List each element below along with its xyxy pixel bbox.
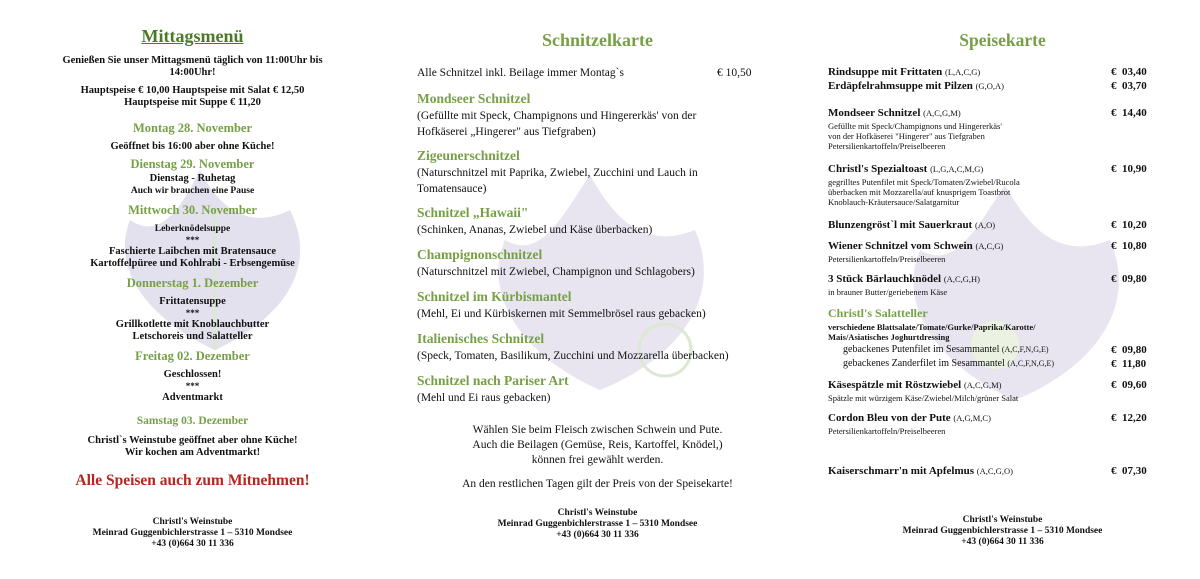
dish-price: € 09,80 bbox=[1111, 273, 1147, 285]
schnitzel-item-desc: Hofkäserei „Hingerer" aus Tiefgraben) bbox=[417, 126, 596, 138]
schnitzel-item-name: Champignonschnitzel bbox=[417, 247, 543, 262]
dish-desc: Petersilienkartoffeln/Preiselbeeren bbox=[828, 426, 946, 436]
monday-offer-text: Alle Schnitzel inkl. Beilage immer Montag`s bbox=[417, 67, 624, 79]
dish-name bbox=[828, 379, 1002, 391]
dish-desc: Petersilienkartoffeln/Preiselbeeren bbox=[828, 254, 946, 264]
lunch-day-line: Auch wir brauchen eine Pause bbox=[130, 186, 255, 196]
lunch-day-line: Kartoffelpüree und Kohlrabi - Erbsengemüse bbox=[90, 258, 295, 269]
footer-address-block bbox=[0, 517, 385, 550]
schnitzel-item-desc: (Naturschnitzel mit Paprika, Zwiebel, Zucchini und Lauch in bbox=[417, 167, 698, 179]
schnitzel-item-desc: (Mehl, Ei und Kürbiskernen mit Semmelbrösel raus gebacken) bbox=[417, 308, 706, 320]
dish-label: Rindsuppe mit Frittaten bbox=[828, 66, 943, 78]
dish-price: € 10,90 bbox=[1111, 163, 1147, 175]
dish-name bbox=[828, 465, 1013, 477]
schnitzel-item-name: Mondseer Schnitzel bbox=[417, 91, 531, 106]
lunch-day-heading: Freitag 02. Dezember bbox=[135, 349, 250, 363]
lunch-day-heading: Mittwoch 30. November bbox=[128, 203, 257, 217]
lunch-day-line: Geschlossen! bbox=[163, 369, 222, 380]
allergen-codes: (A,C,G,H) bbox=[943, 274, 980, 284]
allergen-codes: (L,G,A,C,M,G) bbox=[930, 164, 984, 174]
schnitzel-menu-panel bbox=[400, 0, 795, 579]
lunch-price-line: Hauptspeise € 10,00 Hauptspeise mit Salat € 12,50 bbox=[80, 85, 305, 96]
dish-price: € 14,40 bbox=[1111, 107, 1147, 119]
dish-label: Mondseer Schnitzel bbox=[828, 107, 921, 119]
dish-price: € 10,80 bbox=[1111, 240, 1147, 252]
allergen-codes: (A,O) bbox=[974, 220, 996, 230]
dish-desc: verschiedene Blattsalate/Tomate/Gurke/Paprika/Karotte/ bbox=[828, 322, 1036, 332]
dish-name bbox=[828, 80, 1004, 92]
dish-label: gebackenes Putenfilet im Sesammantel bbox=[843, 344, 1000, 355]
lunch-day-line: Christl`s Weinstube geöffnet aber ohne Küche! bbox=[87, 435, 298, 446]
salad-variant bbox=[843, 344, 1049, 355]
lunch-price-line: Hauptspeise mit Suppe € 11,20 bbox=[124, 97, 261, 108]
lunch-separator: *** bbox=[185, 381, 200, 391]
schnitzel-item-name: Schnitzel „Hawaii" bbox=[417, 205, 529, 220]
schnitzel-note: An den restlichen Tagen gilt der Preis von der Speisekarte! bbox=[462, 478, 733, 490]
lunch-day-heading: Donnerstag 1. Dezember bbox=[126, 276, 259, 290]
lunch-day-line: Letschoreis und Salatteller bbox=[132, 331, 253, 342]
dish-label: Christl's Spezialtoast bbox=[828, 163, 928, 175]
dish-desc: Gefüllte mit Speck/Champignons und Hingererkäs' bbox=[828, 121, 1002, 131]
allergen-codes: (A,C,F,N,G,E) bbox=[1007, 359, 1055, 368]
footer-name: Christl's Weinstube bbox=[152, 517, 233, 527]
footer-name: Christl's Weinstube bbox=[962, 515, 1043, 525]
dish-name bbox=[828, 219, 995, 231]
monday-offer-price: € 10,50 bbox=[717, 67, 752, 79]
footer-address: Meinrad Guggenbichlerstrasse 1 – 5310 Mondsee bbox=[497, 519, 698, 529]
lunch-menu-title: Mittagsmenü bbox=[141, 26, 244, 46]
dish-label: Blunzengröst`l mit Sauerkraut bbox=[828, 219, 973, 231]
footer-address: Meinrad Guggenbichlerstrasse 1 – 5310 Mondsee bbox=[902, 526, 1103, 536]
dish-name bbox=[828, 240, 1003, 252]
dish-label: gebackenes Zanderfilet im Sesammantel bbox=[843, 358, 1005, 369]
allergen-codes: (L,A,C,G) bbox=[945, 67, 981, 77]
schnitzel-item-desc: (Naturschnitzel mit Zwiebel, Champignon und Schlagobers) bbox=[417, 266, 695, 278]
lunch-separator: *** bbox=[185, 235, 200, 245]
footer-address-block bbox=[400, 508, 795, 541]
lunch-intro-line: Genießen Sie unser Mittagsmenü täglich von 11:00Uhr bis bbox=[62, 55, 323, 66]
lunch-day-heading: Samstag 03. Dezember bbox=[136, 415, 249, 427]
allergen-codes: (G,O,A) bbox=[975, 81, 1004, 91]
lunch-intro-line: 14:00Uhr! bbox=[169, 67, 216, 78]
lunch-separator: *** bbox=[185, 308, 200, 318]
main-menu-title: Speisekarte bbox=[959, 30, 1046, 50]
schnitzel-item-desc: (Mehl und Ei raus gebacken) bbox=[417, 392, 551, 404]
allergen-codes: (A,C,G) bbox=[975, 241, 1004, 251]
dish-label: Erdäpfelrahmsuppe mit Pilzen bbox=[828, 80, 973, 92]
schnitzel-note: Wählen Sie beim Fleisch zwischen Schwein und Pute. bbox=[472, 424, 723, 436]
dish-price: € 09,60 bbox=[1111, 379, 1147, 391]
lunch-day-line: Grillkotlette mit Knoblauchbutter bbox=[115, 319, 270, 330]
allergen-codes: (A,C,G,M) bbox=[963, 380, 1002, 390]
dish-desc: gegrilltes Putenfilet mit Speck/Tomaten/Zwiebel/Rucola bbox=[828, 177, 1020, 187]
lunch-day-line: Adventmarkt bbox=[162, 392, 223, 403]
dish-desc: Petersilienkartoffeln/Preiselbeeren bbox=[828, 141, 946, 151]
dish-name bbox=[828, 107, 961, 119]
dish-price: € 03,70 bbox=[1111, 80, 1147, 92]
footer-phone: +43 (0)664 30 11 336 bbox=[556, 530, 639, 540]
dish-price: € 03,40 bbox=[1111, 66, 1147, 78]
dish-price: € 10,20 bbox=[1111, 219, 1147, 231]
dish-price: € 07,30 bbox=[1111, 465, 1147, 477]
lunch-day-line: Frittatensuppe bbox=[159, 296, 226, 307]
lunch-day-line: Leberknödelsuppe bbox=[154, 224, 231, 234]
dish-price: € 09,80 bbox=[1111, 344, 1147, 356]
footer-phone: +43 (0)664 30 11 336 bbox=[151, 539, 234, 549]
dish-name bbox=[828, 273, 980, 285]
schnitzel-item-desc: Tomatensauce) bbox=[417, 183, 487, 195]
dish-name bbox=[828, 66, 980, 78]
footer-name: Christl's Weinstube bbox=[557, 508, 638, 518]
takeaway-notice: Alle Speisen auch zum Mitnehmen! bbox=[75, 472, 310, 489]
lunch-day-line: Faschierte Laibchen mit Bratensauce bbox=[108, 246, 277, 257]
allergen-codes: (A,C,F,N,G,E) bbox=[1001, 345, 1049, 354]
dish-label: 3 Stück Bärlauchknödel bbox=[828, 273, 942, 285]
footer-phone: +43 (0)664 30 11 336 bbox=[961, 537, 1044, 547]
footer-address-block bbox=[805, 515, 1200, 548]
dish-name: Christl's Salatteller bbox=[828, 306, 928, 320]
lunch-day-heading: Dienstag 29. November bbox=[130, 157, 255, 171]
lunch-day-line: Wir kochen am Adventmarkt! bbox=[124, 447, 261, 458]
dish-label: Kaiserschmarr'n mit Apfelmus bbox=[828, 465, 975, 477]
dish-desc: Spätzle mit würzigem Käse/Zwiebel/Milch/grüner Salat bbox=[828, 393, 1019, 403]
dish-price: € 12,20 bbox=[1111, 412, 1147, 424]
lunch-day-heading: Montag 28. November bbox=[132, 121, 253, 135]
schnitzel-item-desc: (Gefüllte mit Speck, Champignons und Hingererkäs' von der bbox=[417, 110, 697, 122]
lunch-day-line: Geöffnet bis 16:00 aber ohne Küche! bbox=[110, 141, 275, 152]
dish-label: Wiener Schnitzel vom Schwein bbox=[828, 240, 973, 252]
lunch-day-line: Dienstag - Ruhetag bbox=[149, 173, 236, 184]
allergen-codes: (A,C,G,O) bbox=[976, 466, 1013, 476]
schnitzel-item-desc: (Schinken, Ananas, Zwiebel und Käse überbacken) bbox=[417, 224, 653, 236]
dish-name bbox=[828, 163, 983, 175]
schnitzel-item-name: Zigeunerschnitzel bbox=[417, 148, 520, 163]
allergen-codes: (A,C,G,M) bbox=[923, 108, 961, 118]
dish-desc: von der Hofkäserei "Hingerer" aus Tiefgraben bbox=[828, 131, 985, 141]
main-menu-panel bbox=[805, 0, 1200, 579]
dish-name bbox=[828, 412, 991, 424]
dish-desc: in brauner Butter/geriebenem Käse bbox=[828, 287, 948, 297]
footer-address: Meinrad Guggenbichlerstrasse 1 – 5310 Mondsee bbox=[92, 528, 293, 538]
dish-label: Cordon Bleu von der Pute bbox=[828, 412, 951, 424]
allergen-codes: (A,G,M,C) bbox=[953, 413, 991, 423]
schnitzel-note: können frei gewählt werden. bbox=[531, 454, 664, 466]
schnitzel-item-name: Schnitzel nach Pariser Art bbox=[417, 373, 569, 388]
dish-desc: Knoblauch-Kräutersauce/Salatgarnitur bbox=[828, 197, 960, 207]
dish-desc: Mais/Asiatisches Joghurtdressing bbox=[828, 332, 950, 342]
salad-variant bbox=[843, 358, 1054, 369]
lunch-menu-panel bbox=[0, 0, 385, 579]
dish-desc: überbacken mit Mozzarella/auf knusprigem Toastbrot bbox=[828, 187, 1011, 197]
dish-price: € 11,80 bbox=[1111, 358, 1147, 370]
schnitzel-note: Auch die Beilagen (Gemüse, Reis, Kartoffel, Knödel,) bbox=[472, 439, 723, 451]
schnitzel-item-desc: (Speck, Tomaten, Basilikum, Zucchini und Mozzarella überbacken) bbox=[417, 350, 729, 362]
schnitzel-menu-title: Schnitzelkarte bbox=[542, 30, 653, 50]
schnitzel-item-name: Italienisches Schnitzel bbox=[417, 331, 545, 346]
schnitzel-item-name: Schnitzel im Kürbismantel bbox=[417, 289, 572, 304]
dish-label: Käsespätzle mit Röstzwiebel bbox=[828, 379, 962, 391]
